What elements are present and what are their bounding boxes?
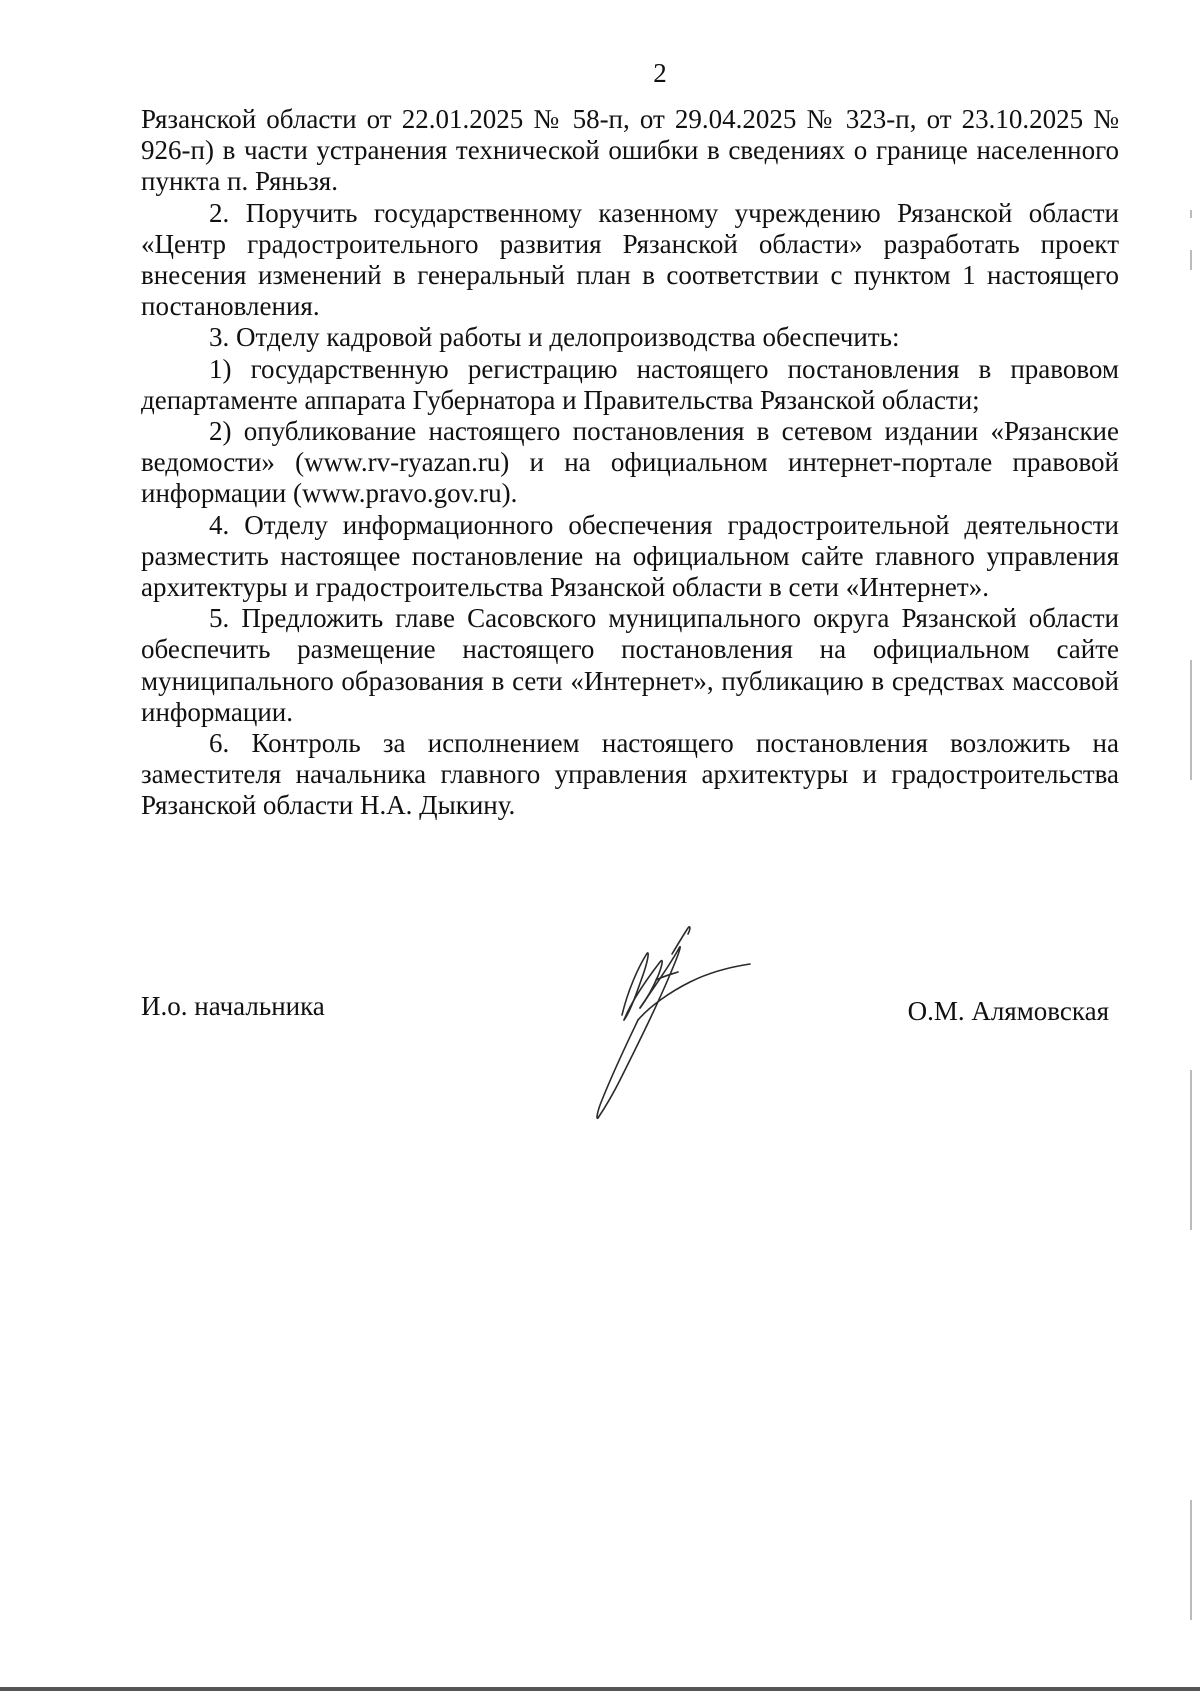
paragraph-item-3: 3. Отделу кадровой работы и делопроизводства обеспечить: [209, 322, 900, 353]
scan-edge-mark [1190, 210, 1192, 218]
scan-bottom-edge [0, 1687, 1200, 1691]
scan-edge-mark [1190, 250, 1192, 270]
signatory-position: И.о. начальника [141, 991, 325, 1021]
paragraph-item-5: 5. Предложить главе Сасовского муниципального округа Рязанской области обеспечить размещение настоящего постановления на официальном сайте муниципального образования в сети «Интернет», публикацию в средствах массовой информации. [141, 603, 1119, 727]
page-number: 2 [653, 58, 667, 88]
paragraph-item-2: 2. Поручить государственному казенному учреждению Рязанской области «Центр градостроительного развития Рязанской области» разработать проект внесения изменений в генеральный план в соответствии с пунктом 1 настоящего постановления. [141, 197, 1119, 322]
scan-edge-mark [1190, 660, 1192, 780]
handwritten-signature [560, 920, 780, 1130]
scan-edge-mark [1190, 1070, 1192, 1230]
document-body [141, 104, 1119, 822]
paragraph-item-6: 6. Контроль за исполнением настоящего постановления возложить на заместителя начальника главного управления архитектуры и градостроительства Рязанской области Н.А. Дыкину. [141, 728, 1119, 821]
paragraph-item-3-1: 1) государственную регистрацию настоящего постановления в правовом департаменте аппарата Губернатора и Правительства Рязанской области; [141, 353, 1119, 415]
paragraph-item-4: 4. Отделу информационного обеспечения градостроительной деятельности разместить настоящее постановление на официальном сайте главного управления архитектуры и градостроительства Рязанской области в сети «Интернет». [141, 509, 1119, 603]
paragraph-item-3-2: 2) опубликование настоящего постановления в сетевом издании «Рязанские ведомости» (www.rv-ryazan.ru) и на официальном интернет-портале правовой информации (www.pravo.gov.ru). [141, 416, 1119, 509]
signatory-name: О.М. Алямовская [907, 996, 1109, 1026]
paragraph-continuation: Рязанской области от 22.01.2025 № 58-п, от 29.04.2025 № 323-п, от 23.10.2025 № 926-п) в части устранения технической ошибки в сведениях о границе населенного пункта п. Ряньзя. [141, 104, 1119, 197]
scan-edge-mark [1190, 1500, 1192, 1620]
